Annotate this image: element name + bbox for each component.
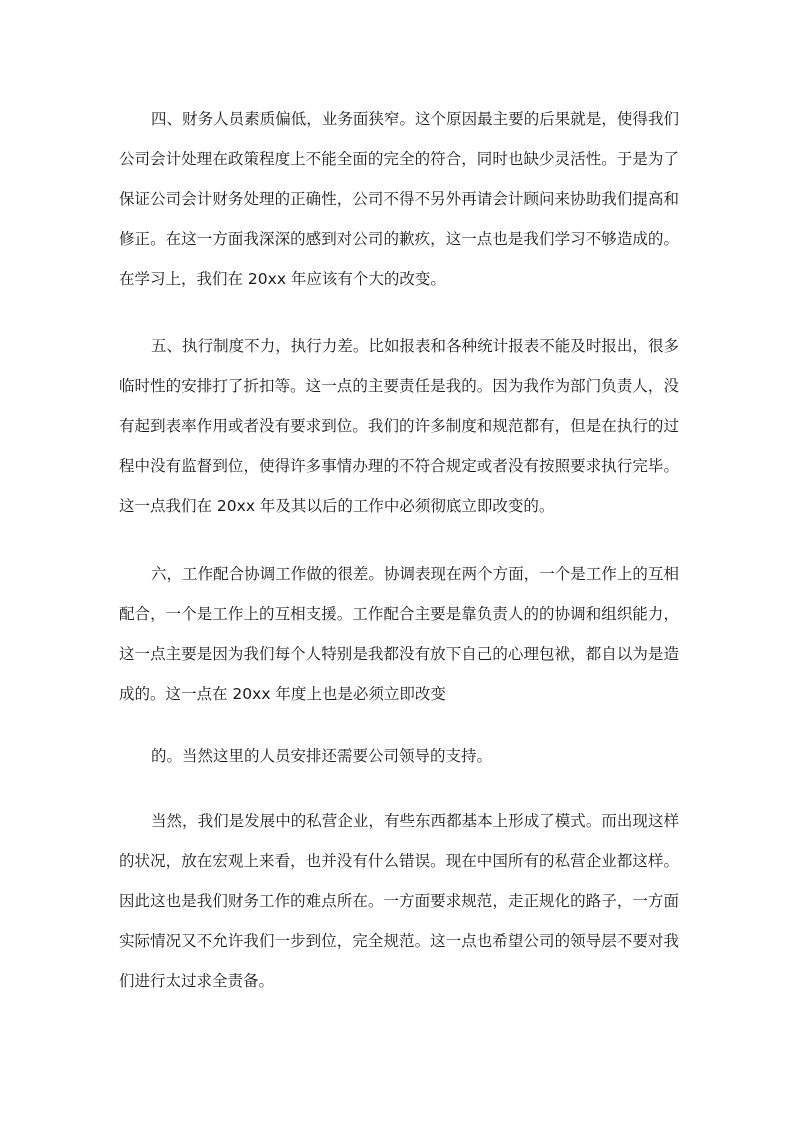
paragraph-section-5: 五、执行制度不力，执行力差。比如报表和各种统计报表不能及时报出，很多临时性的安排打了折扣等。这一点的主要责任是我的。因为我作为部门负责人，没有起到表率作用或者没有要求到位。我们的许多制度和规范都有，但是在执行的过程中没有监督到位，使得许多事情办理的不符合规定或者没有按照要求执行完毕。这一点我们在 20xx 年及其以后的工作中必须彻底立即改变的。 [119,337,679,515]
paragraph-continuation: 的。当然这里的人员安排还需要公司领导的支持。 [151,747,493,765]
paragraph-section-6: 六，工作配合协调工作做的很差。协调表现在两个方面，一个是工作上的互相配合，一个是工作上的互相支援。工作配合主要是靠负责人的的协调和组织能力，这一点主要是因为我们每个人特别是我都没有放下自己的心理包袱，都自以为是造成的。这一点在 20xx 年度上也是必须立即改变 [119,565,679,703]
paragraph-section-4: 四、财务人员素质偏低，业务面狭窄。这个原因最主要的后果就是，使得我们公司会计处理在政策程度上不能全面的完全的符合，同时也缺少灵活性。于是为了保证公司会计财务处理的正确性，公司不得不另外再请会计顾问来协助我们提高和修正。在这一方面我深深的感到对公司的歉疚，这一点也是我们学习不够造成的。在学习上，我们在 20xx 年应该有个大的改变。 [119,110,679,288]
paragraph-conclusion: 当然，我们是发展中的私营企业，有些东西都基本上形成了模式。而出现这样的状况，放在宏观上来看，也并没有什么错误。现在中国所有的私营企业都这样。因此这也是我们财务工作的难点所在。一方面要求规范，走正规化的路子，一方面实际情况又不允许我们一步到位，完全规范。这一点也希望公司的领导层不要对我们进行太过求全责备。 [119,812,679,990]
